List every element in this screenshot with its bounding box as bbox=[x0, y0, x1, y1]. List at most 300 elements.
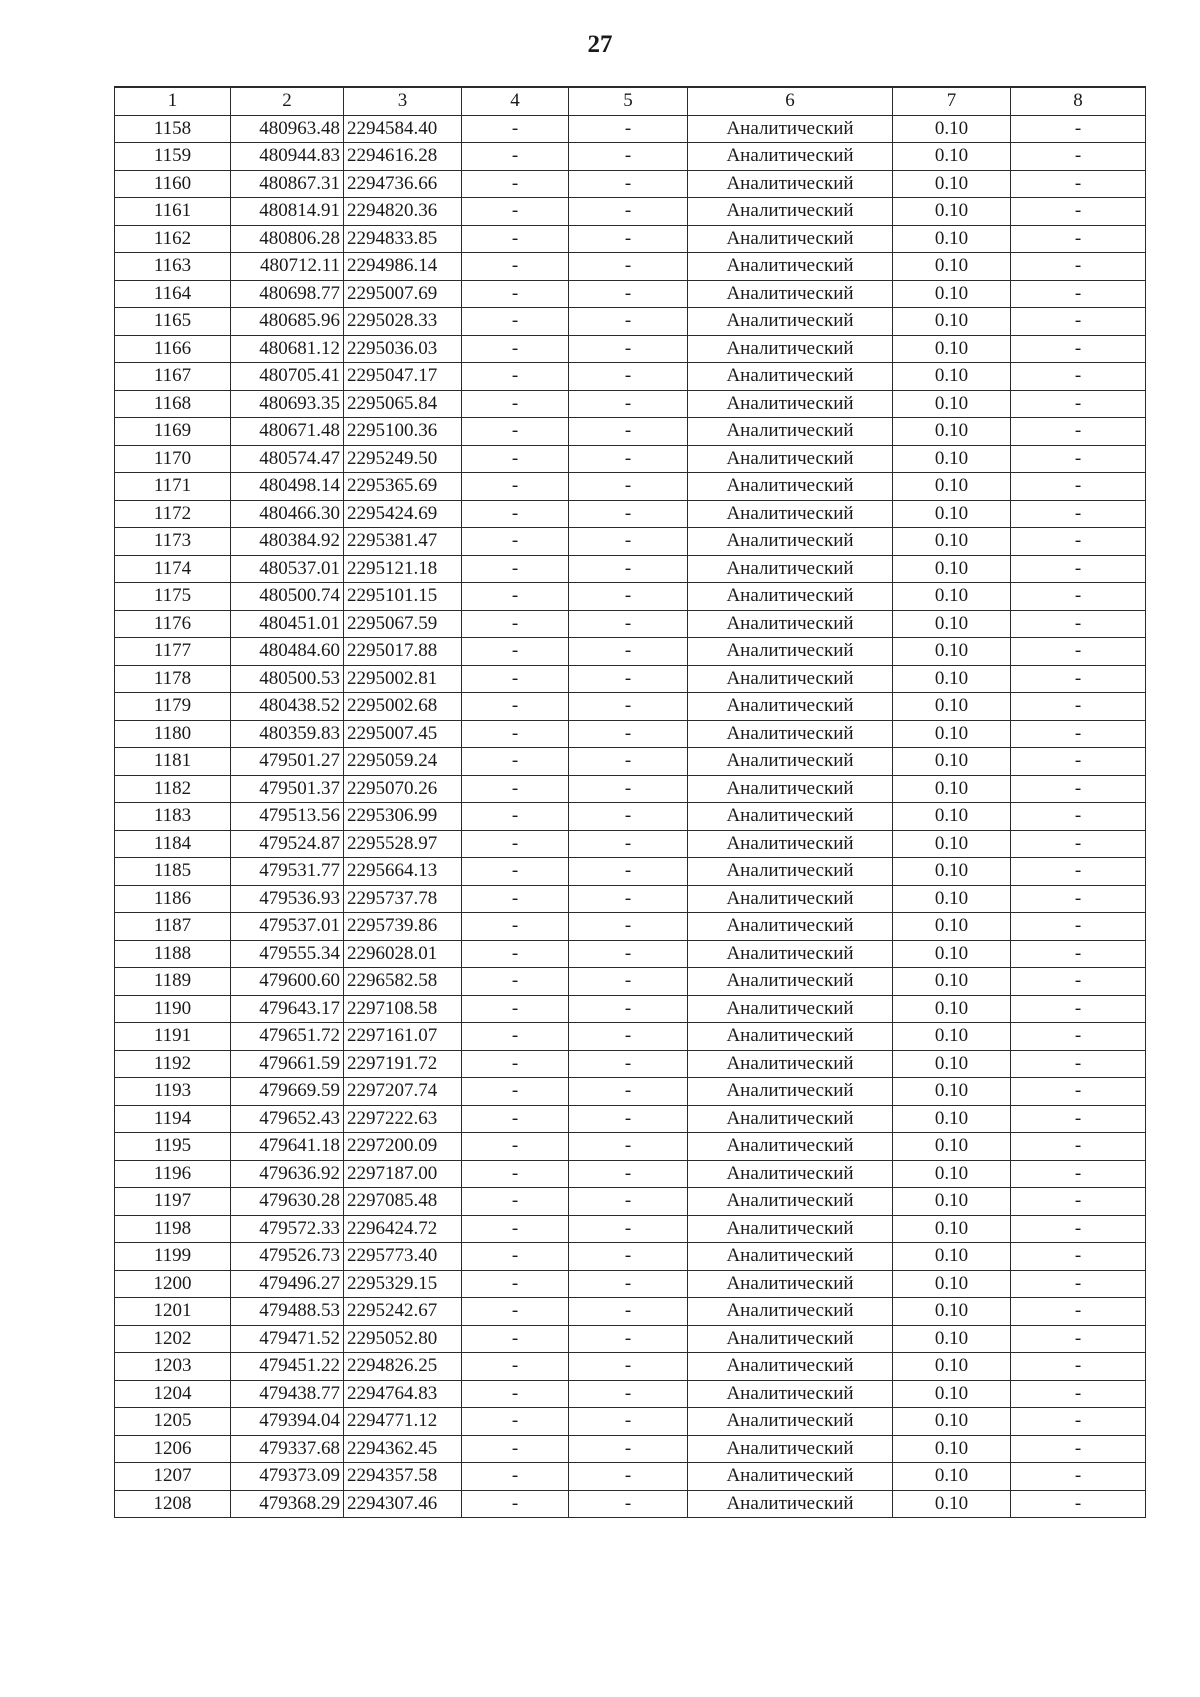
column-5-cell: - bbox=[569, 280, 688, 308]
accuracy-cell: 0.10 bbox=[893, 1408, 1011, 1436]
x-coordinate-cell: 479537.01 bbox=[231, 913, 344, 941]
table-row bbox=[115, 693, 1146, 721]
method-cell: Аналитический bbox=[688, 253, 893, 281]
column-5-cell: - bbox=[569, 638, 688, 666]
method-cell: Аналитический bbox=[688, 1215, 893, 1243]
column-5-cell: - bbox=[569, 830, 688, 858]
x-coordinate-cell: 480698.77 bbox=[231, 280, 344, 308]
x-coordinate-cell: 479630.28 bbox=[231, 1188, 344, 1216]
accuracy-cell: 0.10 bbox=[893, 665, 1011, 693]
method-cell: Аналитический bbox=[688, 885, 893, 913]
table-row bbox=[115, 968, 1146, 996]
point-number-cell: 1190 bbox=[115, 995, 231, 1023]
method-cell: Аналитический bbox=[688, 1078, 893, 1106]
accuracy-cell: 0.10 bbox=[893, 555, 1011, 583]
column-8-cell: - bbox=[1011, 1270, 1146, 1298]
method-cell: Аналитический bbox=[688, 1353, 893, 1381]
table-row bbox=[115, 1105, 1146, 1133]
column-5-cell: - bbox=[569, 610, 688, 638]
x-coordinate-cell: 480944.83 bbox=[231, 143, 344, 171]
point-number-cell: 1169 bbox=[115, 418, 231, 446]
accuracy-cell: 0.10 bbox=[893, 638, 1011, 666]
column-8-cell: - bbox=[1011, 225, 1146, 253]
x-coordinate-cell: 480963.48 bbox=[231, 115, 344, 143]
accuracy-cell: 0.10 bbox=[893, 308, 1011, 336]
column-8-cell: - bbox=[1011, 445, 1146, 473]
accuracy-cell: 0.10 bbox=[893, 1380, 1011, 1408]
accuracy-cell: 0.10 bbox=[893, 418, 1011, 446]
page-number: 27 bbox=[587, 31, 613, 58]
point-number-cell: 1184 bbox=[115, 830, 231, 858]
column-8-cell: - bbox=[1011, 830, 1146, 858]
y-coordinate-cell: 2296582.58 bbox=[344, 968, 462, 996]
column-8-cell: - bbox=[1011, 1243, 1146, 1271]
column-4-cell: - bbox=[462, 308, 569, 336]
column-5-cell: - bbox=[569, 555, 688, 583]
column-4-cell: - bbox=[462, 1050, 569, 1078]
table-row bbox=[115, 1078, 1146, 1106]
y-coordinate-cell: 2297085.48 bbox=[344, 1188, 462, 1216]
y-coordinate-cell: 2295067.59 bbox=[344, 610, 462, 638]
column-4-cell: - bbox=[462, 995, 569, 1023]
method-cell: Аналитический bbox=[688, 170, 893, 198]
table-body bbox=[115, 115, 1146, 1518]
table-row bbox=[115, 170, 1146, 198]
column-4-cell: - bbox=[462, 1298, 569, 1326]
x-coordinate-cell: 479555.34 bbox=[231, 940, 344, 968]
column-5-cell: - bbox=[569, 1435, 688, 1463]
method-cell: Аналитический bbox=[688, 748, 893, 776]
point-number-cell: 1179 bbox=[115, 693, 231, 721]
y-coordinate-cell: 2295249.50 bbox=[344, 445, 462, 473]
x-coordinate-cell: 479501.27 bbox=[231, 748, 344, 776]
accuracy-cell: 0.10 bbox=[893, 390, 1011, 418]
table-row bbox=[115, 858, 1146, 886]
column-5-cell: - bbox=[569, 913, 688, 941]
column-4-cell: - bbox=[462, 528, 569, 556]
y-coordinate-cell: 2294357.58 bbox=[344, 1463, 462, 1491]
y-coordinate-cell: 2295242.67 bbox=[344, 1298, 462, 1326]
point-number-cell: 1200 bbox=[115, 1270, 231, 1298]
x-coordinate-cell: 480537.01 bbox=[231, 555, 344, 583]
column-8-cell: - bbox=[1011, 720, 1146, 748]
column-8-cell: - bbox=[1011, 1298, 1146, 1326]
table-row bbox=[115, 225, 1146, 253]
accuracy-cell: 0.10 bbox=[893, 253, 1011, 281]
table-header-row bbox=[115, 87, 1146, 115]
table-row bbox=[115, 638, 1146, 666]
point-number-cell: 1197 bbox=[115, 1188, 231, 1216]
column-8-cell: - bbox=[1011, 803, 1146, 831]
method-cell: Аналитический bbox=[688, 500, 893, 528]
y-coordinate-cell: 2295007.69 bbox=[344, 280, 462, 308]
point-number-cell: 1171 bbox=[115, 473, 231, 501]
x-coordinate-cell: 479488.53 bbox=[231, 1298, 344, 1326]
y-coordinate-cell: 2295070.26 bbox=[344, 775, 462, 803]
method-cell: Аналитический bbox=[688, 638, 893, 666]
table-row bbox=[115, 555, 1146, 583]
point-number-cell: 1180 bbox=[115, 720, 231, 748]
y-coordinate-cell: 2295065.84 bbox=[344, 390, 462, 418]
method-cell: Аналитический bbox=[688, 1270, 893, 1298]
y-coordinate-cell: 2295002.81 bbox=[344, 665, 462, 693]
point-number-cell: 1204 bbox=[115, 1380, 231, 1408]
x-coordinate-cell: 479394.04 bbox=[231, 1408, 344, 1436]
column-4-cell: - bbox=[462, 1078, 569, 1106]
method-cell: Аналитический bbox=[688, 693, 893, 721]
column-4-cell: - bbox=[462, 198, 569, 226]
accuracy-cell: 0.10 bbox=[893, 940, 1011, 968]
column-4-cell: - bbox=[462, 775, 569, 803]
y-coordinate-cell: 2297207.74 bbox=[344, 1078, 462, 1106]
table-row bbox=[115, 1188, 1146, 1216]
point-number-cell: 1177 bbox=[115, 638, 231, 666]
x-coordinate-cell: 479652.43 bbox=[231, 1105, 344, 1133]
column-5-cell: - bbox=[569, 968, 688, 996]
column-8-cell: - bbox=[1011, 638, 1146, 666]
y-coordinate-cell: 2295052.80 bbox=[344, 1325, 462, 1353]
accuracy-cell: 0.10 bbox=[893, 775, 1011, 803]
column-5-cell: - bbox=[569, 1408, 688, 1436]
x-coordinate-cell: 479496.27 bbox=[231, 1270, 344, 1298]
accuracy-cell: 0.10 bbox=[893, 1188, 1011, 1216]
y-coordinate-cell: 2295002.68 bbox=[344, 693, 462, 721]
accuracy-cell: 0.10 bbox=[893, 995, 1011, 1023]
x-coordinate-cell: 480498.14 bbox=[231, 473, 344, 501]
x-coordinate-cell: 479451.22 bbox=[231, 1353, 344, 1381]
column-5-cell: - bbox=[569, 143, 688, 171]
point-number-cell: 1195 bbox=[115, 1133, 231, 1161]
column-5-cell: - bbox=[569, 363, 688, 391]
y-coordinate-cell: 2295528.97 bbox=[344, 830, 462, 858]
column-5-cell: - bbox=[569, 693, 688, 721]
method-cell: Аналитический bbox=[688, 225, 893, 253]
column-5-cell: - bbox=[569, 665, 688, 693]
accuracy-cell: 0.10 bbox=[893, 280, 1011, 308]
accuracy-cell: 0.10 bbox=[893, 885, 1011, 913]
y-coordinate-cell: 2295017.88 bbox=[344, 638, 462, 666]
column-4-cell: - bbox=[462, 610, 569, 638]
column-4-cell: - bbox=[462, 858, 569, 886]
coordinates-table bbox=[114, 86, 1146, 1518]
point-number-cell: 1203 bbox=[115, 1353, 231, 1381]
table-row bbox=[115, 885, 1146, 913]
method-cell: Аналитический bbox=[688, 858, 893, 886]
method-cell: Аналитический bbox=[688, 830, 893, 858]
method-cell: Аналитический bbox=[688, 583, 893, 611]
column-5-cell: - bbox=[569, 583, 688, 611]
column-4-cell: - bbox=[462, 1270, 569, 1298]
table-row bbox=[115, 748, 1146, 776]
table-row bbox=[115, 115, 1146, 143]
table-row bbox=[115, 1463, 1146, 1491]
column-4-cell: - bbox=[462, 143, 569, 171]
y-coordinate-cell: 2295059.24 bbox=[344, 748, 462, 776]
y-coordinate-cell: 2294584.40 bbox=[344, 115, 462, 143]
column-8-cell: - bbox=[1011, 995, 1146, 1023]
column-8-cell: - bbox=[1011, 1133, 1146, 1161]
y-coordinate-cell: 2294826.25 bbox=[344, 1353, 462, 1381]
column-4-cell: - bbox=[462, 1490, 569, 1518]
y-coordinate-cell: 2295100.36 bbox=[344, 418, 462, 446]
point-number-cell: 1202 bbox=[115, 1325, 231, 1353]
table-row bbox=[115, 280, 1146, 308]
y-coordinate-cell: 2297187.00 bbox=[344, 1160, 462, 1188]
point-number-cell: 1185 bbox=[115, 858, 231, 886]
column-8-cell: - bbox=[1011, 473, 1146, 501]
point-number-cell: 1167 bbox=[115, 363, 231, 391]
point-number-cell: 1207 bbox=[115, 1463, 231, 1491]
column-8-cell: - bbox=[1011, 418, 1146, 446]
column-4-cell: - bbox=[462, 225, 569, 253]
point-number-cell: 1194 bbox=[115, 1105, 231, 1133]
y-coordinate-cell: 2295007.45 bbox=[344, 720, 462, 748]
method-cell: Аналитический bbox=[688, 1050, 893, 1078]
table-row bbox=[115, 1050, 1146, 1078]
x-coordinate-cell: 480438.52 bbox=[231, 693, 344, 721]
column-5-cell: - bbox=[569, 445, 688, 473]
point-number-cell: 1183 bbox=[115, 803, 231, 831]
point-number-cell: 1173 bbox=[115, 528, 231, 556]
column-4-cell: - bbox=[462, 940, 569, 968]
y-coordinate-cell: 2295381.47 bbox=[344, 528, 462, 556]
accuracy-cell: 0.10 bbox=[893, 170, 1011, 198]
method-cell: Аналитический bbox=[688, 308, 893, 336]
accuracy-cell: 0.10 bbox=[893, 1105, 1011, 1133]
point-number-cell: 1178 bbox=[115, 665, 231, 693]
column-4-cell: - bbox=[462, 830, 569, 858]
x-coordinate-cell: 479572.33 bbox=[231, 1215, 344, 1243]
point-number-cell: 1189 bbox=[115, 968, 231, 996]
column-5-cell: - bbox=[569, 1160, 688, 1188]
table-row bbox=[115, 390, 1146, 418]
point-number-cell: 1168 bbox=[115, 390, 231, 418]
column-8-cell: - bbox=[1011, 1490, 1146, 1518]
column-4-cell: - bbox=[462, 445, 569, 473]
method-cell: Аналитический bbox=[688, 610, 893, 638]
accuracy-cell: 0.10 bbox=[893, 748, 1011, 776]
accuracy-cell: 0.10 bbox=[893, 1490, 1011, 1518]
column-8-cell: - bbox=[1011, 1408, 1146, 1436]
method-cell: Аналитический bbox=[688, 473, 893, 501]
column-4-cell: - bbox=[462, 390, 569, 418]
point-number-cell: 1158 bbox=[115, 115, 231, 143]
column-4-cell: - bbox=[462, 693, 569, 721]
column-5-cell: - bbox=[569, 1490, 688, 1518]
method-cell: Аналитический bbox=[688, 1380, 893, 1408]
x-coordinate-cell: 479524.87 bbox=[231, 830, 344, 858]
y-coordinate-cell: 2294986.14 bbox=[344, 253, 462, 281]
column-4-cell: - bbox=[462, 170, 569, 198]
column-5-cell: - bbox=[569, 335, 688, 363]
x-coordinate-cell: 480867.31 bbox=[231, 170, 344, 198]
table-row bbox=[115, 418, 1146, 446]
y-coordinate-cell: 2294771.12 bbox=[344, 1408, 462, 1436]
column-4-cell: - bbox=[462, 1243, 569, 1271]
column-8-cell: - bbox=[1011, 1050, 1146, 1078]
point-number-cell: 1201 bbox=[115, 1298, 231, 1326]
column-5-cell: - bbox=[569, 940, 688, 968]
column-header: 8 bbox=[1011, 87, 1146, 115]
column-4-cell: - bbox=[462, 555, 569, 583]
column-5-cell: - bbox=[569, 170, 688, 198]
column-5-cell: - bbox=[569, 1270, 688, 1298]
accuracy-cell: 0.10 bbox=[893, 1023, 1011, 1051]
y-coordinate-cell: 2294820.36 bbox=[344, 198, 462, 226]
column-4-cell: - bbox=[462, 1353, 569, 1381]
column-8-cell: - bbox=[1011, 1325, 1146, 1353]
column-8-cell: - bbox=[1011, 528, 1146, 556]
column-4-cell: - bbox=[462, 1105, 569, 1133]
x-coordinate-cell: 480814.91 bbox=[231, 198, 344, 226]
column-8-cell: - bbox=[1011, 1078, 1146, 1106]
method-cell: Аналитический bbox=[688, 720, 893, 748]
column-header: 6 bbox=[688, 87, 893, 115]
column-8-cell: - bbox=[1011, 170, 1146, 198]
column-8-cell: - bbox=[1011, 555, 1146, 583]
x-coordinate-cell: 479531.77 bbox=[231, 858, 344, 886]
method-cell: Аналитический bbox=[688, 1298, 893, 1326]
point-number-cell: 1166 bbox=[115, 335, 231, 363]
x-coordinate-cell: 480484.60 bbox=[231, 638, 344, 666]
x-coordinate-cell: 479651.72 bbox=[231, 1023, 344, 1051]
x-coordinate-cell: 480693.35 bbox=[231, 390, 344, 418]
column-5-cell: - bbox=[569, 473, 688, 501]
point-number-cell: 1165 bbox=[115, 308, 231, 336]
accuracy-cell: 0.10 bbox=[893, 858, 1011, 886]
accuracy-cell: 0.10 bbox=[893, 1215, 1011, 1243]
point-number-cell: 1188 bbox=[115, 940, 231, 968]
column-8-cell: - bbox=[1011, 1380, 1146, 1408]
column-5-cell: - bbox=[569, 775, 688, 803]
x-coordinate-cell: 480712.11 bbox=[231, 253, 344, 281]
accuracy-cell: 0.10 bbox=[893, 473, 1011, 501]
accuracy-cell: 0.10 bbox=[893, 500, 1011, 528]
accuracy-cell: 0.10 bbox=[893, 225, 1011, 253]
column-4-cell: - bbox=[462, 885, 569, 913]
column-8-cell: - bbox=[1011, 143, 1146, 171]
column-4-cell: - bbox=[462, 720, 569, 748]
column-header: 7 bbox=[893, 87, 1011, 115]
point-number-cell: 1163 bbox=[115, 253, 231, 281]
x-coordinate-cell: 480806.28 bbox=[231, 225, 344, 253]
column-5-cell: - bbox=[569, 1298, 688, 1326]
x-coordinate-cell: 480359.83 bbox=[231, 720, 344, 748]
method-cell: Аналитический bbox=[688, 1105, 893, 1133]
x-coordinate-cell: 479373.09 bbox=[231, 1463, 344, 1491]
column-8-cell: - bbox=[1011, 665, 1146, 693]
y-coordinate-cell: 2296028.01 bbox=[344, 940, 462, 968]
column-5-cell: - bbox=[569, 198, 688, 226]
column-8-cell: - bbox=[1011, 858, 1146, 886]
accuracy-cell: 0.10 bbox=[893, 335, 1011, 363]
column-4-cell: - bbox=[462, 1160, 569, 1188]
y-coordinate-cell: 2295365.69 bbox=[344, 473, 462, 501]
method-cell: Аналитический bbox=[688, 803, 893, 831]
accuracy-cell: 0.10 bbox=[893, 198, 1011, 226]
column-8-cell: - bbox=[1011, 390, 1146, 418]
y-coordinate-cell: 2294736.66 bbox=[344, 170, 462, 198]
method-cell: Аналитический bbox=[688, 913, 893, 941]
x-coordinate-cell: 480705.41 bbox=[231, 363, 344, 391]
x-coordinate-cell: 479337.68 bbox=[231, 1435, 344, 1463]
point-number-cell: 1160 bbox=[115, 170, 231, 198]
x-coordinate-cell: 480671.48 bbox=[231, 418, 344, 446]
table-row bbox=[115, 1408, 1146, 1436]
column-8-cell: - bbox=[1011, 115, 1146, 143]
point-number-cell: 1159 bbox=[115, 143, 231, 171]
table-row bbox=[115, 473, 1146, 501]
column-5-cell: - bbox=[569, 1353, 688, 1381]
accuracy-cell: 0.10 bbox=[893, 363, 1011, 391]
method-cell: Аналитический bbox=[688, 1133, 893, 1161]
method-cell: Аналитический bbox=[688, 528, 893, 556]
accuracy-cell: 0.10 bbox=[893, 913, 1011, 941]
column-5-cell: - bbox=[569, 528, 688, 556]
table-row bbox=[115, 198, 1146, 226]
column-4-cell: - bbox=[462, 363, 569, 391]
accuracy-cell: 0.10 bbox=[893, 830, 1011, 858]
x-coordinate-cell: 480500.74 bbox=[231, 583, 344, 611]
point-number-cell: 1193 bbox=[115, 1078, 231, 1106]
x-coordinate-cell: 479513.56 bbox=[231, 803, 344, 831]
column-header: 3 bbox=[344, 87, 462, 115]
accuracy-cell: 0.10 bbox=[893, 693, 1011, 721]
x-coordinate-cell: 479669.59 bbox=[231, 1078, 344, 1106]
column-8-cell: - bbox=[1011, 610, 1146, 638]
column-8-cell: - bbox=[1011, 748, 1146, 776]
table-row bbox=[115, 1490, 1146, 1518]
column-8-cell: - bbox=[1011, 198, 1146, 226]
column-4-cell: - bbox=[462, 1408, 569, 1436]
point-number-cell: 1164 bbox=[115, 280, 231, 308]
column-4-cell: - bbox=[462, 1215, 569, 1243]
column-8-cell: - bbox=[1011, 1463, 1146, 1491]
y-coordinate-cell: 2296424.72 bbox=[344, 1215, 462, 1243]
column-5-cell: - bbox=[569, 748, 688, 776]
y-coordinate-cell: 2295664.13 bbox=[344, 858, 462, 886]
x-coordinate-cell: 480574.47 bbox=[231, 445, 344, 473]
method-cell: Аналитический bbox=[688, 1435, 893, 1463]
column-4-cell: - bbox=[462, 748, 569, 776]
x-coordinate-cell: 480451.01 bbox=[231, 610, 344, 638]
table-row bbox=[115, 1380, 1146, 1408]
accuracy-cell: 0.10 bbox=[893, 1298, 1011, 1326]
method-cell: Аналитический bbox=[688, 198, 893, 226]
column-8-cell: - bbox=[1011, 1023, 1146, 1051]
table-row bbox=[115, 583, 1146, 611]
column-5-cell: - bbox=[569, 418, 688, 446]
column-4-cell: - bbox=[462, 335, 569, 363]
point-number-cell: 1172 bbox=[115, 500, 231, 528]
column-8-cell: - bbox=[1011, 693, 1146, 721]
column-4-cell: - bbox=[462, 1435, 569, 1463]
column-4-cell: - bbox=[462, 1023, 569, 1051]
method-cell: Аналитический bbox=[688, 280, 893, 308]
accuracy-cell: 0.10 bbox=[893, 720, 1011, 748]
table-row bbox=[115, 1243, 1146, 1271]
column-5-cell: - bbox=[569, 1380, 688, 1408]
table-row bbox=[115, 913, 1146, 941]
method-cell: Аналитический bbox=[688, 665, 893, 693]
column-5-cell: - bbox=[569, 1215, 688, 1243]
y-coordinate-cell: 2297108.58 bbox=[344, 995, 462, 1023]
x-coordinate-cell: 479643.17 bbox=[231, 995, 344, 1023]
accuracy-cell: 0.10 bbox=[893, 528, 1011, 556]
column-8-cell: - bbox=[1011, 1435, 1146, 1463]
column-8-cell: - bbox=[1011, 1105, 1146, 1133]
column-8-cell: - bbox=[1011, 335, 1146, 363]
